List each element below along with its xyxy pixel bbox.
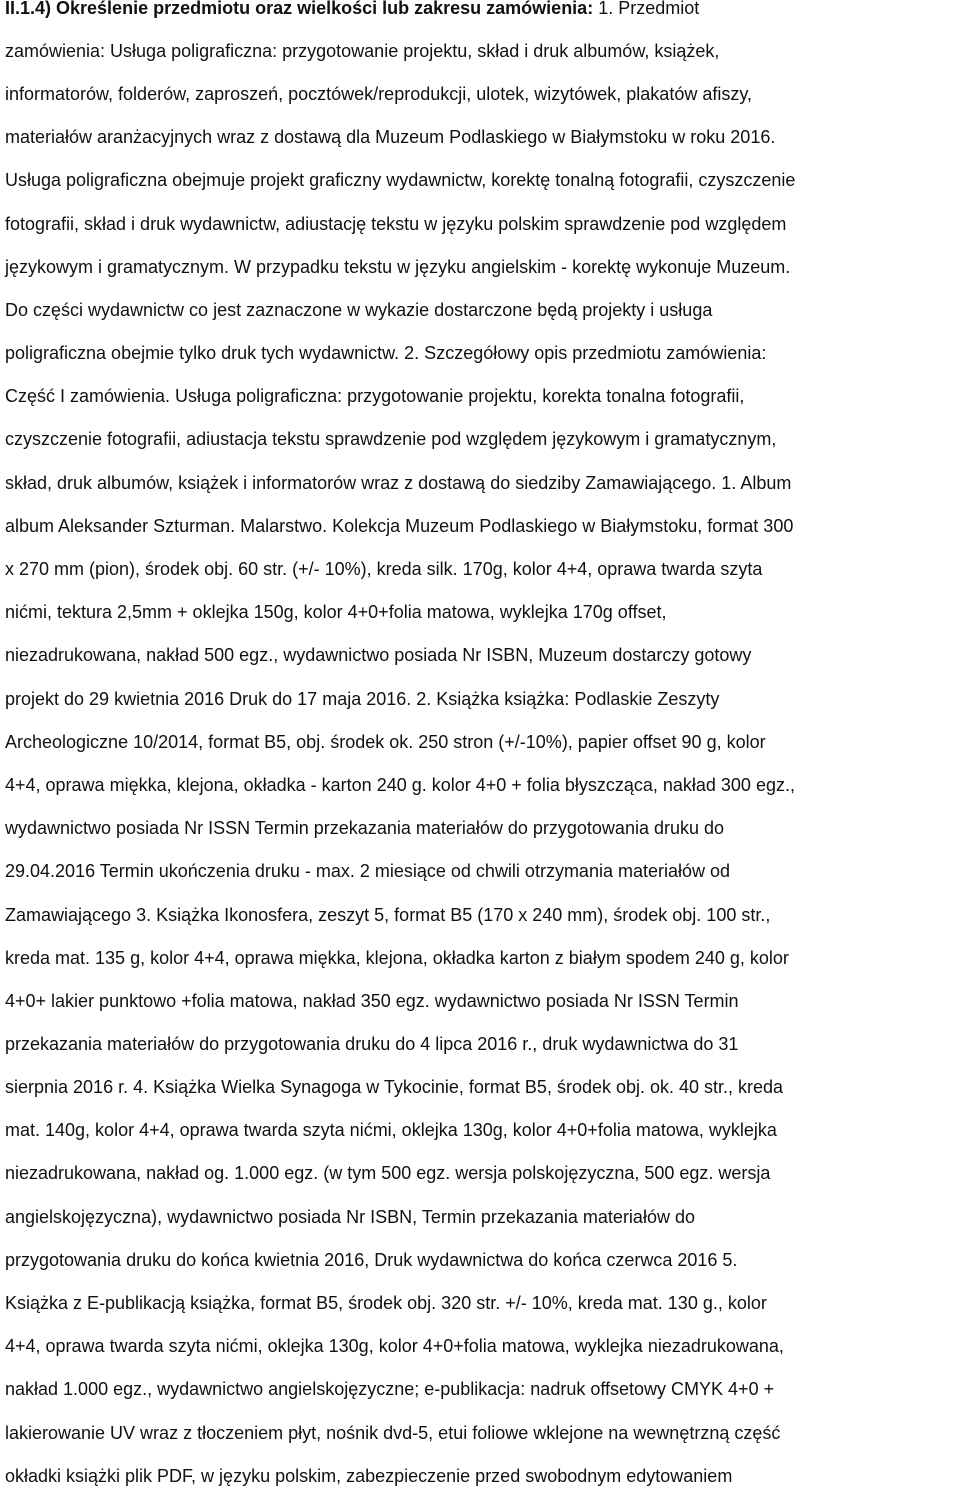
line-13: album Aleksander Szturman. Malarstwo. Kolekcja Muzeum Podlaskiego w Białymstoku, format 300	[5, 516, 794, 536]
line-25: przekazania materiałów do przygotowania druku do 4 lipca 2016 r., druk wydawnictwa do 31	[5, 1034, 739, 1054]
paragraph-text: 1. Przedmiot	[598, 0, 700, 18]
line-22: Zamawiającego 3. Książka Ikonosfera, zeszyt 5, format B5 (170 x 240 mm), środek obj. 100 str.,	[5, 905, 771, 925]
line-15: nićmi, tektura 2,5mm + oklejka 150g, kolor 4+0+folia matowa, wyklejka 170g offset,	[5, 602, 667, 622]
line-8: Do części wydawnictw co jest zaznaczone w wykazie dostarczone będą projekty i usługa	[5, 300, 713, 320]
line-27: mat. 140g, kolor 4+4, oprawa twarda szyta nićmi, oklejka 130g, kolor 4+0+folia matowa, wyklejka	[5, 1120, 777, 1140]
line-26: sierpnia 2016 r. 4. Książka Wielka Synagoga w Tykocinie, format B5, środek obj. ok. 40 str., kreda	[5, 1077, 784, 1097]
line-32: 4+4, oprawa twarda szyta nićmi, oklejka 130g, kolor 4+0+folia matowa, wyklejka niezadrukowana,	[5, 1336, 784, 1356]
line-16: niezadrukowana, nakład 500 egz., wydawnictwo posiada Nr ISBN, Muzeum dostarczy gotowy	[5, 645, 752, 665]
document-page	[5, 0, 957, 1503]
line-19: 4+4, oprawa miękka, klejona, okładka - karton 240 g. kolor 4+0 + folia błyszcząca, nakład 300 egz.,	[5, 775, 795, 795]
line-33: nakład 1.000 egz., wydawnictwo angielskojęzyczne; e-publikacja: nadruk offsetowy CMYK 4+0 +	[5, 1379, 775, 1399]
line-30: przygotowania druku do końca kwietnia 2016, Druk wydawnictwa do końca czerwca 2016 5.	[5, 1250, 738, 1270]
line-12: skład, druk albumów, książek i informatorów wraz z dostawą do siedziby Zamawiającego. 1. Album	[5, 473, 792, 493]
line-20: wydawnictwo posiada Nr ISSN Termin przekazania materiałów do przygotowania druku do	[5, 818, 725, 838]
line-14: x 270 mm (pion), środek obj. 60 str. (+/- 10%), kreda silk. 170g, kolor 4+4, oprawa twarda szyta	[5, 559, 763, 579]
line-34: lakierowanie UV wraz z tłoczeniem płyt, nośnik dvd-5, etui foliowe wklejone na wewnętrzną część	[5, 1423, 781, 1443]
line-9: poligraficzna obejmie tylko druk tych wydawnictw. 2. Szczegółowy opis przedmiotu zamówienia:	[5, 343, 767, 363]
line-28: niezadrukowana, nakład og. 1.000 egz. (w tym 500 egz. wersja polskojęzyczna, 500 egz. wersja	[5, 1163, 771, 1183]
line-23: kreda mat. 135 g, kolor 4+4, oprawa miękka, klejona, okładka karton z białym spodem 240 g, kolor	[5, 948, 789, 968]
line-6: fotografii, skład i druk wydawnictw, adiustację tekstu w języku polskim sprawdzenie pod względem	[5, 214, 787, 234]
line-24: 4+0+ lakier punktowo +folia matowa, nakład 350 egz. wydawnictwo posiada Nr ISSN Termin	[5, 991, 739, 1011]
line-5: Usługa poligraficzna obejmuje projekt graficzny wydawnictw, korektę tonalną fotografii, czyszczenie	[5, 170, 796, 190]
line-4: materiałów aranżacyjnych wraz z dostawą dla Muzeum Podlaskiego w Białymstoku w roku 2016.	[5, 127, 776, 147]
line-21: 29.04.2016 Termin ukończenia druku - max. 2 miesiące od chwili otrzymania materiałów od	[5, 861, 731, 881]
line-35: okładki książki plik PDF, w języku polskim, zabezpieczenie przed swobodnym edytowaniem	[5, 1466, 733, 1486]
line-17: projekt do 29 kwietnia 2016 Druk do 17 maja 2016. 2. Książka książka: Podlaskie Zeszyty	[5, 689, 720, 709]
line-18: Archeologiczne 10/2014, format B5, obj. środek ok. 250 stron (+/-10%), papier offset 90 g, kolor	[5, 732, 766, 752]
section-heading: II.1.4) Określenie przedmiotu oraz wielkości lub zakresu zamówienia:	[5, 0, 594, 18]
line-10: Część I zamówienia. Usługa poligraficzna: przygotowanie projektu, korekta tonalna fotografii,	[5, 386, 745, 406]
line-29: angielskojęzyczna), wydawnictwo posiada Nr ISBN, Termin przekazania materiałów do	[5, 1207, 695, 1227]
line-31: Książka z E-publikacją książka, format B5, środek obj. 320 str. +/- 10%, kreda mat. 130 g., kolor	[5, 1293, 767, 1313]
line-2: zamówienia: Usługa poligraficzna: przygotowanie projektu, skład i druk albumów, książek,	[5, 41, 720, 61]
line-7: językowym i gramatycznym. W przypadku tekstu w języku angielskim - korektę wykonuje Muzeum.	[5, 257, 791, 277]
line-3: informatorów, folderów, zaproszeń, pocztówek/reprodukcji, ulotek, wizytówek, plakatów afiszy,	[5, 84, 752, 104]
line-11: czyszczenie fotografii, adiustacja tekstu sprawdzenie pod względem językowym i gramatycznym,	[5, 429, 777, 449]
line-1	[5, 0, 699, 19]
